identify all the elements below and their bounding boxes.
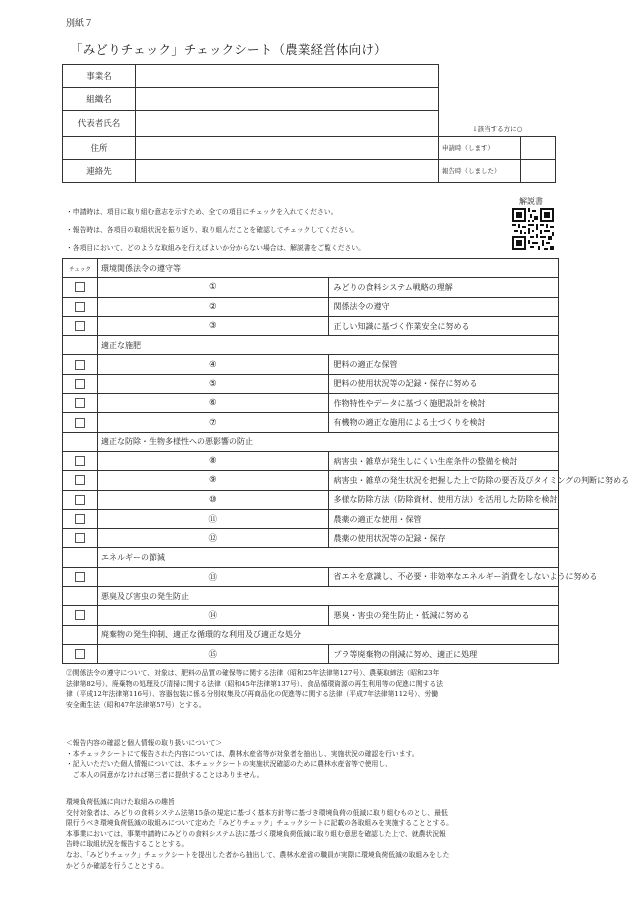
checkbox[interactable] bbox=[75, 398, 85, 408]
category-row: 環境関係法令の遵守等 bbox=[98, 259, 559, 278]
item-text: 農薬の適正な使用・保管 bbox=[328, 509, 559, 528]
item-number: ⑥ bbox=[98, 394, 329, 413]
category-row: エネルギーの節減 bbox=[98, 548, 559, 567]
empty-check-cell bbox=[63, 432, 98, 451]
checklist-item-row bbox=[63, 529, 559, 548]
checkbox[interactable] bbox=[75, 572, 85, 582]
item-text: 肥料の使用状況等の記録・保存に努める bbox=[328, 374, 559, 393]
item-number: ⑮ bbox=[98, 644, 329, 663]
checkbox[interactable] bbox=[75, 360, 85, 370]
rep-name-label: 代表者氏名 bbox=[63, 111, 136, 137]
privacy-line: ・本チェックシートにて報告された内容については、農林水産省等が対象者を抽出し、実施状況の確認を行います。 bbox=[66, 749, 419, 758]
law-note bbox=[66, 668, 564, 710]
check-cell[interactable] bbox=[63, 374, 98, 393]
item-text: 省エネを意識し、不必要・非効率なエネルギー消費をしないように努める bbox=[328, 567, 559, 586]
item-text: みどりの食料システム戦略の理解 bbox=[328, 278, 559, 297]
checklist-table bbox=[62, 258, 630, 664]
item-text: 病害虫・雑草が発生しにくい生産条件の整備を検討 bbox=[328, 451, 559, 470]
business-name-field[interactable] bbox=[136, 65, 439, 88]
check-cell[interactable] bbox=[63, 490, 98, 509]
contact-field[interactable] bbox=[136, 159, 439, 182]
privacy-line: ご本人の同意がなければ第三者に提供することはありません。 bbox=[66, 770, 264, 779]
apply-time-box[interactable] bbox=[521, 136, 556, 159]
note-line: ・報告時は、各項目の取組状況を振り返り、取り組んだことを確認してチェックしてください。 bbox=[66, 226, 359, 234]
empty-check-cell bbox=[63, 336, 98, 355]
category-row: 悪臭及び害虫の発生防止 bbox=[98, 587, 559, 606]
law-note-line: 安全衛生法（昭和47年法律第57号）とする。 bbox=[66, 700, 206, 709]
check-cell[interactable] bbox=[63, 316, 98, 335]
category-row: 適正な施肥 bbox=[98, 336, 559, 355]
checklist-item-row bbox=[63, 316, 559, 335]
checkbox[interactable] bbox=[75, 533, 85, 543]
item-text: 病害虫・雑草の発生状況を把握した上で防除の要否及びタイミングの判断に努める bbox=[328, 471, 559, 490]
law-note-line: 律（平成12年法律第116号）、容器包装に係る分別収集及び再商品化の促進等に関する法律（平成7年法律第112号）、労働 bbox=[66, 690, 438, 699]
privacy-line: ・記入いただいた個人情報については、本チェックシートの実施状況確認のために農林水産省等で使用し、 bbox=[66, 760, 392, 769]
item-text: 肥料の適正な保管 bbox=[328, 355, 559, 374]
qr-code-icon[interactable] bbox=[512, 208, 554, 250]
law-note-line: ②関係法令の遵守について、対象は、肥料の品質の確保等に関する法律（昭和25年法律第127号）、農薬取締法（昭和23年 bbox=[66, 669, 440, 677]
item-text: 農薬の使用状況等の記録・保存 bbox=[328, 529, 559, 548]
empty-check-cell bbox=[63, 587, 98, 606]
checkbox[interactable] bbox=[75, 321, 85, 331]
check-cell[interactable] bbox=[63, 355, 98, 374]
checkbox[interactable] bbox=[75, 495, 85, 505]
checklist-item-row bbox=[63, 490, 559, 509]
checklist-item-row bbox=[63, 471, 559, 490]
check-cell[interactable] bbox=[63, 297, 98, 316]
item-number: ⑪ bbox=[98, 509, 329, 528]
item-number: ⑧ bbox=[98, 451, 329, 470]
privacy-section bbox=[66, 738, 564, 780]
checklist-item-row bbox=[63, 355, 559, 374]
business-name-label: 事業名 bbox=[63, 65, 136, 88]
purpose-line: なお、「みどりチェック」チェックシートを提出した者から抽出して、農林水産省の職員が実際に環境負荷低減の取組みをした bbox=[66, 850, 450, 859]
org-name-label: 組織名 bbox=[63, 88, 136, 111]
purpose-section bbox=[66, 797, 564, 871]
checklist-item-row bbox=[63, 394, 559, 413]
checklist-item-row bbox=[63, 509, 559, 528]
empty-check-cell bbox=[63, 548, 98, 567]
item-text: 関係法令の遵守 bbox=[328, 297, 559, 316]
note-line: ・申請時は、項目に取り組む意志を示すため、全ての項目にチェックを入れてください。 bbox=[66, 208, 338, 216]
checkbox[interactable] bbox=[75, 282, 85, 292]
item-text: プラ等廃棄物の削減に努め、適正に処理 bbox=[328, 644, 559, 663]
checklist-item-row bbox=[63, 297, 559, 316]
applicant-info-table bbox=[62, 64, 556, 183]
checkbox[interactable] bbox=[75, 475, 85, 485]
purpose-line: 本事業においては、事業申請時にみどりの食料システム法に基づく環境負荷低減に取り組む意思を確認した上で、就農状況報 bbox=[66, 829, 446, 838]
item-number: ③ bbox=[98, 316, 329, 335]
checkbox[interactable] bbox=[75, 514, 85, 524]
annex-label: 別紙７ bbox=[66, 19, 94, 29]
item-number: ① bbox=[98, 278, 329, 297]
check-cell[interactable] bbox=[63, 278, 98, 297]
item-text: 多様な防除方法（防除資材、使用方法）を活用した防除を検討 bbox=[328, 490, 559, 509]
check-cell[interactable] bbox=[63, 567, 98, 586]
category-row: 廃棄物の発生抑制、適正な循環的な利用及び適正な処分 bbox=[98, 625, 559, 644]
checkbox[interactable] bbox=[75, 302, 85, 312]
report-time-label: 報告時（しました） bbox=[439, 159, 521, 182]
checklist-item-row bbox=[63, 606, 559, 625]
purpose-line: かどうか確認を行うこととする。 bbox=[66, 861, 168, 870]
item-number: ② bbox=[98, 297, 329, 316]
check-column-header: チェック bbox=[63, 259, 98, 278]
circle-note: ↓該当する方に○ bbox=[439, 111, 556, 137]
check-cell[interactable] bbox=[63, 451, 98, 470]
page-title: 「みどりチェック」チェックシート（農業経営体向け） bbox=[70, 42, 387, 57]
check-cell[interactable] bbox=[63, 529, 98, 548]
check-cell[interactable] bbox=[63, 606, 98, 625]
purpose-line: 告時に取組状況を報告することとする。 bbox=[66, 840, 189, 849]
contact-label: 連絡先 bbox=[63, 159, 136, 182]
item-number: ⑬ bbox=[98, 567, 329, 586]
check-cell[interactable] bbox=[63, 394, 98, 413]
checklist-item-row bbox=[63, 413, 559, 432]
purpose-heading: 環境負荷低減に向けた取組みの趣旨 bbox=[66, 798, 175, 806]
item-number: ⑨ bbox=[98, 471, 329, 490]
checkbox[interactable] bbox=[75, 456, 85, 466]
checkbox[interactable] bbox=[75, 649, 85, 659]
checklist-item-row bbox=[63, 374, 559, 393]
purpose-line: 限行うべき環境負荷低減の取組みについて定めた「みどりチェック」チェックシートに記載の各取組みを実施することとする。 bbox=[66, 819, 453, 828]
empty-check-cell bbox=[63, 625, 98, 644]
address-label: 住所 bbox=[63, 136, 136, 159]
item-number: ⑫ bbox=[98, 529, 329, 548]
checkbox[interactable] bbox=[75, 610, 85, 620]
checklist-item-row bbox=[63, 644, 559, 663]
address-field[interactable] bbox=[136, 136, 439, 159]
check-cell[interactable] bbox=[63, 644, 98, 663]
item-number: ⑭ bbox=[98, 606, 329, 625]
check-cell[interactable] bbox=[63, 471, 98, 490]
note-line: ・各項目において、どのような取組みを行えばよいか分からない場合は、解説書をご覧ください。 bbox=[66, 244, 365, 252]
checklist-item-row bbox=[63, 567, 559, 586]
item-text: 有機物の適正な施用による土づくりを検討 bbox=[328, 413, 559, 432]
item-text: 作物特性やデータに基づく施肥設計を検討 bbox=[328, 394, 559, 413]
purpose-line: 交付対象者は、みどりの食料システム法第15条の規定に基づく基本方針等に基づき環境負荷の低減に取り組むものとし、最低 bbox=[66, 808, 448, 817]
checklist-item-row bbox=[63, 278, 559, 297]
item-number: ⑩ bbox=[98, 490, 329, 509]
item-text: 悪臭・害虫の発生防止・低減に努める bbox=[328, 606, 559, 625]
apply-time-label: 申請時（します） bbox=[439, 136, 521, 159]
law-note-line: 法律第82号）、廃棄物の処理及び清掃に関する法律（昭和45年法律第137号）、食品循環資源の再生利用等の促進に関する法 bbox=[66, 679, 443, 688]
category-row: 適正な防除・生物多様性への悪影響の防止 bbox=[98, 432, 559, 451]
checkbox[interactable] bbox=[75, 379, 85, 389]
checklist-item-row bbox=[63, 451, 559, 470]
org-name-field[interactable] bbox=[136, 88, 439, 111]
report-time-box[interactable] bbox=[521, 159, 556, 182]
check-cell[interactable] bbox=[63, 509, 98, 528]
manual-label: 解説書 bbox=[519, 197, 543, 206]
checkbox[interactable] bbox=[75, 418, 85, 428]
item-number: ④ bbox=[98, 355, 329, 374]
item-text: 正しい知識に基づく作業安全に努める bbox=[328, 316, 559, 335]
rep-name-field[interactable] bbox=[136, 111, 439, 137]
item-number: ⑦ bbox=[98, 413, 329, 432]
check-cell[interactable] bbox=[63, 413, 98, 432]
privacy-heading: ＜報告内容の確認と個人情報の取り扱いについて＞ bbox=[66, 739, 223, 747]
item-number: ⑤ bbox=[98, 374, 329, 393]
